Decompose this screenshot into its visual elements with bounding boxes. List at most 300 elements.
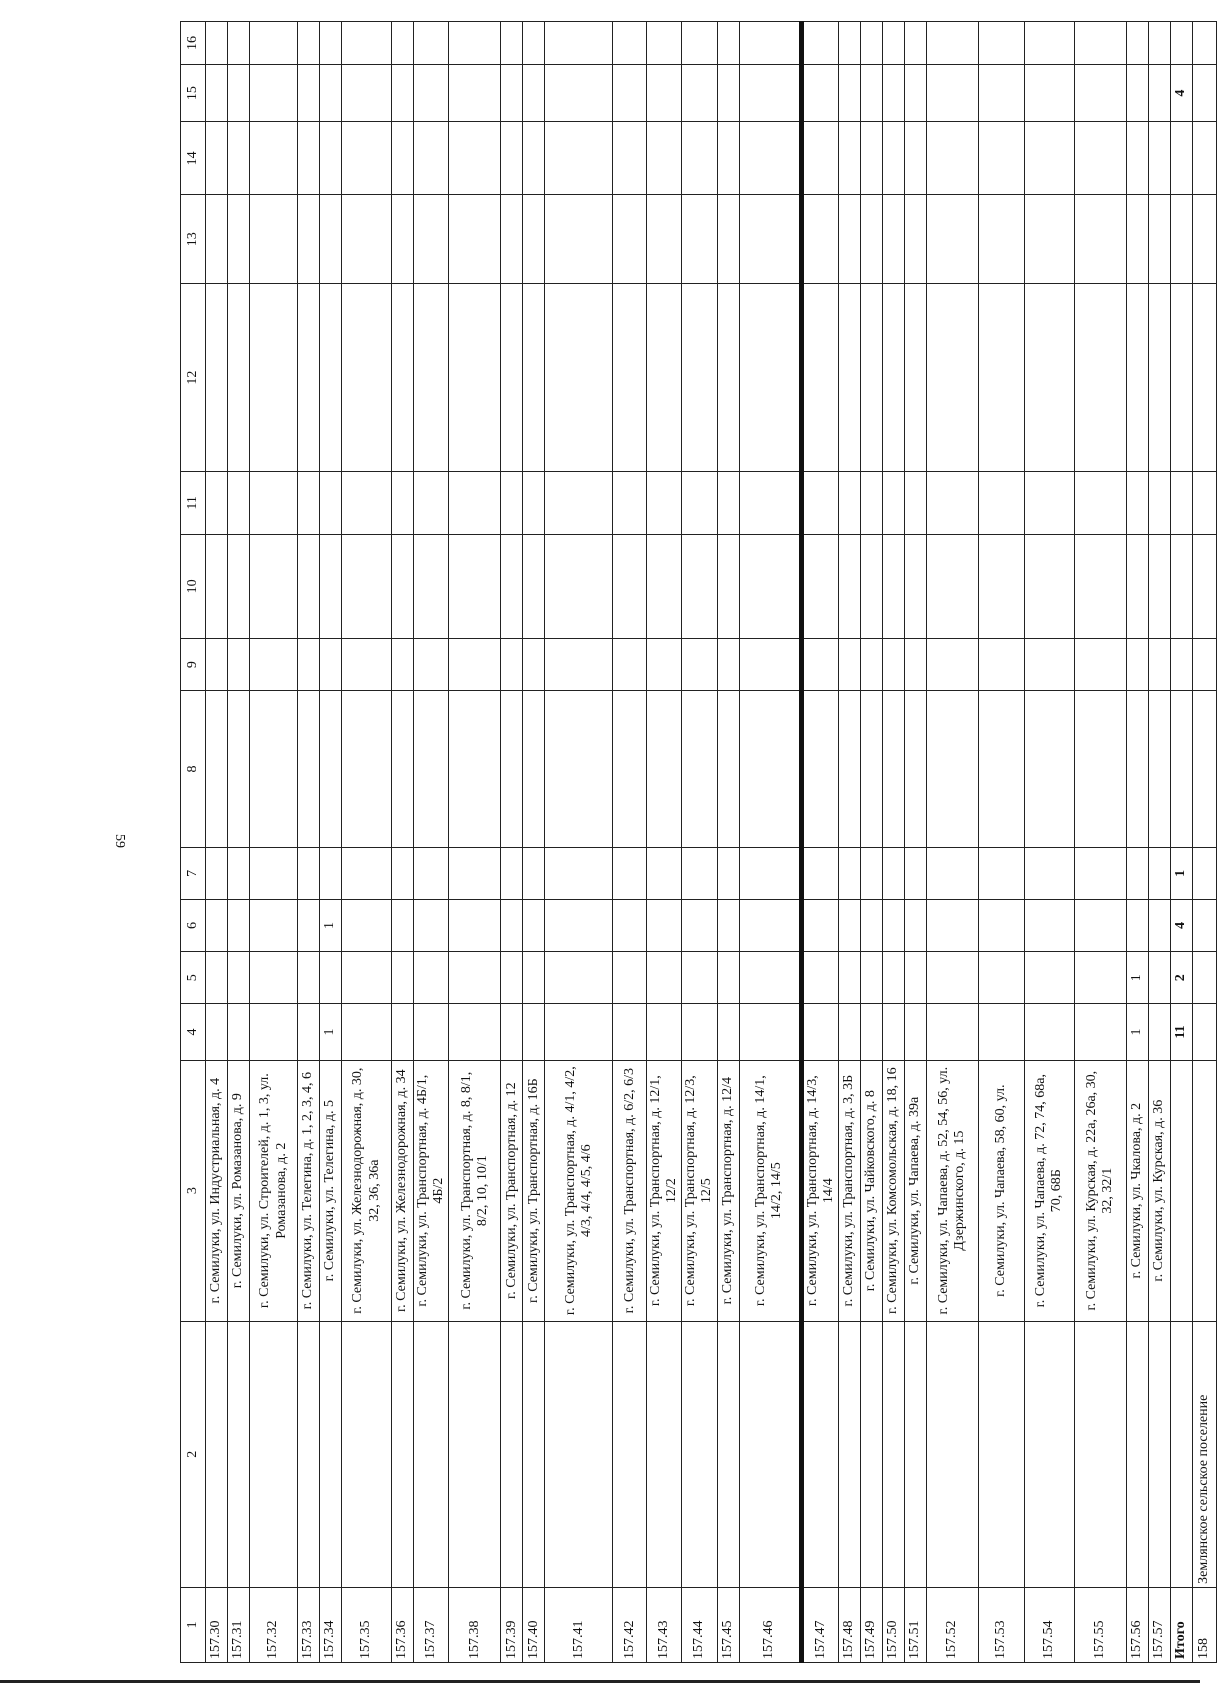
- value-cell: [250, 284, 298, 472]
- table-row: [682, 22, 717, 1663]
- district-cell: [926, 1321, 978, 1587]
- value-cell: [1170, 691, 1192, 848]
- value-cell: [449, 1004, 501, 1060]
- value-cell: [647, 899, 682, 951]
- value-cell: [1074, 195, 1126, 284]
- address-cell: [1192, 1060, 1216, 1321]
- value-cell: [904, 195, 926, 284]
- row-id-cell: 157.56: [1126, 1587, 1148, 1662]
- value-cell: [717, 534, 739, 638]
- value-cell: [978, 1004, 1024, 1060]
- row-id-cell: 157.42: [613, 1587, 647, 1662]
- value-cell: [501, 952, 523, 1004]
- value-cell: [978, 691, 1024, 848]
- value-cell: [449, 639, 501, 691]
- value-cell: [298, 534, 320, 638]
- value-cell: [904, 899, 926, 951]
- table-row: [1074, 22, 1126, 1663]
- value-cell: 1: [1170, 847, 1192, 899]
- value-cell: [250, 534, 298, 638]
- table-row: [414, 22, 449, 1663]
- value-cell: [904, 122, 926, 195]
- value-cell: [298, 639, 320, 691]
- value-cell: [860, 639, 882, 691]
- value-cell: 1: [320, 1004, 342, 1060]
- col-header: 4: [181, 1004, 206, 1060]
- value-cell: [613, 847, 647, 899]
- value-cell: [801, 847, 838, 899]
- value-cell: [682, 64, 717, 121]
- district-cell: [1170, 1321, 1192, 1587]
- value-cell: [926, 952, 978, 1004]
- value-cell: [613, 22, 647, 65]
- col-header: 5: [181, 952, 206, 1004]
- value-cell: [926, 195, 978, 284]
- value-cell: [342, 952, 392, 1004]
- value-cell: [501, 22, 523, 65]
- value-cell: [545, 847, 613, 899]
- district-cell: Землянское сельское поселение: [1192, 1321, 1216, 1587]
- value-cell: [1148, 534, 1170, 638]
- value-cell: [250, 122, 298, 195]
- value-cell: [1148, 952, 1170, 1004]
- value-cell: [860, 847, 882, 899]
- value-cell: [1074, 284, 1126, 472]
- value-cell: [1126, 64, 1148, 121]
- value-cell: [392, 122, 414, 195]
- value-cell: [1024, 64, 1074, 121]
- value-cell: [392, 1004, 414, 1060]
- value-cell: [613, 284, 647, 472]
- value-cell: [613, 639, 647, 691]
- value-cell: [501, 534, 523, 638]
- value-cell: [860, 899, 882, 951]
- value-cell: [250, 64, 298, 121]
- table-row: [1148, 22, 1170, 1663]
- value-cell: [228, 1004, 250, 1060]
- value-cell: 1: [320, 899, 342, 951]
- value-cell: [414, 195, 449, 284]
- value-cell: [682, 22, 717, 65]
- value-cell: [1074, 1004, 1126, 1060]
- address-cell: г. Семилуки, ул. Телегина, д. 1, 2, 3, 4, 6: [298, 1060, 320, 1321]
- value-cell: [545, 122, 613, 195]
- value-cell: [978, 64, 1024, 121]
- value-cell: [904, 1004, 926, 1060]
- address-cell: г. Семилуки, ул. Транспортная, д. 14/3, 14/4: [801, 1060, 838, 1321]
- address-cell: г. Семилуки, ул. Транспортная, д. 12/3, 12/5: [682, 1060, 717, 1321]
- value-cell: [838, 847, 860, 899]
- value-cell: [739, 472, 801, 535]
- value-cell: [501, 691, 523, 848]
- value-cell: [392, 534, 414, 638]
- address-cell: г. Семилуки, ул. Ромазанова, д. 9: [228, 1060, 250, 1321]
- row-id-cell: 158: [1192, 1587, 1216, 1662]
- value-cell: [1024, 847, 1074, 899]
- value-cell: [1074, 64, 1126, 121]
- table-row: [978, 22, 1024, 1663]
- value-cell: [717, 639, 739, 691]
- value-cell: [320, 195, 342, 284]
- value-cell: [860, 64, 882, 121]
- row-id-cell: 157.57: [1148, 1587, 1170, 1662]
- value-cell: [739, 64, 801, 121]
- value-cell: 2: [1170, 952, 1192, 1004]
- value-cell: [717, 472, 739, 535]
- value-cell: [250, 639, 298, 691]
- value-cell: [392, 195, 414, 284]
- value-cell: [682, 847, 717, 899]
- district-cell: [739, 1321, 801, 1587]
- row-id-cell: 157.41: [545, 1587, 613, 1662]
- value-cell: [860, 195, 882, 284]
- table-row: [838, 22, 860, 1663]
- value-cell: [449, 952, 501, 1004]
- value-cell: [717, 691, 739, 848]
- district-cell: [342, 1321, 392, 1587]
- value-cell: [1074, 22, 1126, 65]
- value-cell: [1126, 284, 1148, 472]
- value-cell: [860, 284, 882, 472]
- value-cell: [647, 22, 682, 65]
- district-cell: [882, 1321, 904, 1587]
- row-id-cell: 157.44: [682, 1587, 717, 1662]
- value-cell: [1148, 64, 1170, 121]
- value-cell: [228, 639, 250, 691]
- row-id-cell: 157.53: [978, 1587, 1024, 1662]
- value-cell: [206, 472, 228, 535]
- value-cell: [904, 691, 926, 848]
- table-body: [206, 22, 1217, 1663]
- value-cell: [449, 22, 501, 65]
- rotated-table-container: [180, 21, 1212, 1663]
- value-cell: [206, 1004, 228, 1060]
- value-cell: [682, 691, 717, 848]
- value-cell: [501, 195, 523, 284]
- value-cell: [342, 284, 392, 472]
- value-cell: [717, 899, 739, 951]
- col-header: 11: [181, 472, 206, 535]
- address-cell: г. Семилуки, ул. Чкалова, д. 2: [1126, 1060, 1148, 1321]
- value-cell: [320, 122, 342, 195]
- value-cell: [739, 847, 801, 899]
- value-cell: [545, 639, 613, 691]
- value-cell: [342, 639, 392, 691]
- value-cell: [838, 195, 860, 284]
- value-cell: [1024, 691, 1074, 848]
- table-row: [523, 22, 545, 1663]
- address-cell: г. Семилуки, ул. Транспортная, д. 6/2, 6/3: [613, 1060, 647, 1321]
- value-cell: [838, 1004, 860, 1060]
- value-cell: [647, 952, 682, 1004]
- value-cell: [449, 284, 501, 472]
- value-cell: [978, 639, 1024, 691]
- value-cell: [978, 899, 1024, 951]
- value-cell: [1126, 122, 1148, 195]
- row-id-cell: 157.36: [392, 1587, 414, 1662]
- value-cell: [926, 284, 978, 472]
- address-cell: г. Семилуки, ул. Строителей, д. 1, 3, ул. Ромазанова, д. 2: [250, 1060, 298, 1321]
- address-cell: г. Семилуки, ул. Железнодорожная, д. 30, 32, 36, 36а: [342, 1060, 392, 1321]
- value-cell: [250, 691, 298, 848]
- value-cell: [1126, 847, 1148, 899]
- value-cell: [414, 534, 449, 638]
- value-cell: [392, 847, 414, 899]
- address-cell: г. Семилуки, ул. Транспортная, д. 14/1, 14/2, 14/5: [739, 1060, 801, 1321]
- value-cell: [545, 691, 613, 848]
- data-table: [180, 21, 1217, 1663]
- value-cell: [1192, 847, 1216, 899]
- value-cell: [1148, 847, 1170, 899]
- row-id-cell: 157.30: [206, 1587, 228, 1662]
- value-cell: [682, 899, 717, 951]
- value-cell: [739, 534, 801, 638]
- value-cell: [206, 122, 228, 195]
- value-cell: [342, 195, 392, 284]
- row-id-cell: 157.47: [801, 1587, 838, 1662]
- value-cell: [298, 195, 320, 284]
- value-cell: [613, 899, 647, 951]
- value-cell: [739, 639, 801, 691]
- district-cell: [904, 1321, 926, 1587]
- district-cell: [545, 1321, 613, 1587]
- value-cell: [414, 847, 449, 899]
- value-cell: [647, 64, 682, 121]
- value-cell: [978, 122, 1024, 195]
- value-cell: [1148, 639, 1170, 691]
- district-cell: [801, 1321, 838, 1587]
- value-cell: [250, 899, 298, 951]
- value-cell: [414, 639, 449, 691]
- value-cell: [523, 639, 545, 691]
- value-cell: [1148, 1004, 1170, 1060]
- district-cell: [978, 1321, 1024, 1587]
- value-cell: [206, 639, 228, 691]
- value-cell: [647, 534, 682, 638]
- table-row: [545, 22, 613, 1663]
- value-cell: [414, 22, 449, 65]
- value-cell: [414, 284, 449, 472]
- address-cell: г. Семилуки, ул. Транспортная, д. 16Б: [523, 1060, 545, 1321]
- value-cell: [978, 952, 1024, 1004]
- row-id-cell: 157.34: [320, 1587, 342, 1662]
- value-cell: [501, 899, 523, 951]
- row-id-cell: 157.43: [647, 1587, 682, 1662]
- value-cell: [342, 534, 392, 638]
- value-cell: [1126, 22, 1148, 65]
- value-cell: [501, 847, 523, 899]
- district-cell: [320, 1321, 342, 1587]
- table-row: [501, 22, 523, 1663]
- value-cell: [682, 639, 717, 691]
- row-id-cell: 157.38: [449, 1587, 501, 1662]
- value-cell: [926, 472, 978, 535]
- value-cell: [860, 122, 882, 195]
- value-cell: [801, 22, 838, 65]
- district-cell: [449, 1321, 501, 1587]
- value-cell: [1126, 195, 1148, 284]
- col-header: 14: [181, 122, 206, 195]
- value-cell: [717, 195, 739, 284]
- value-cell: [739, 22, 801, 65]
- table-row: [320, 22, 342, 1663]
- value-cell: [904, 952, 926, 1004]
- value-cell: [298, 22, 320, 65]
- value-cell: [904, 534, 926, 638]
- value-cell: [1170, 284, 1192, 472]
- value-cell: [1170, 22, 1192, 65]
- value-cell: [1024, 534, 1074, 638]
- value-cell: [682, 284, 717, 472]
- value-cell: [717, 64, 739, 121]
- value-cell: [1074, 639, 1126, 691]
- value-cell: [545, 284, 613, 472]
- value-cell: [414, 64, 449, 121]
- district-cell: [613, 1321, 647, 1587]
- value-cell: [717, 952, 739, 1004]
- value-cell: [801, 952, 838, 1004]
- value-cell: [682, 195, 717, 284]
- value-cell: [228, 899, 250, 951]
- col-header: 6: [181, 899, 206, 951]
- table-row: [1126, 22, 1148, 1663]
- value-cell: [860, 22, 882, 65]
- value-cell: [838, 899, 860, 951]
- value-cell: [523, 284, 545, 472]
- value-cell: [838, 472, 860, 535]
- district-cell: [647, 1321, 682, 1587]
- row-id-cell: 157.52: [926, 1587, 978, 1662]
- value-cell: [228, 122, 250, 195]
- value-cell: [228, 284, 250, 472]
- value-cell: [682, 472, 717, 535]
- value-cell: [1192, 639, 1216, 691]
- value-cell: [342, 22, 392, 65]
- col-header: 15: [181, 64, 206, 121]
- value-cell: [1148, 122, 1170, 195]
- district-cell: [250, 1321, 298, 1587]
- table-row: [342, 22, 392, 1663]
- value-cell: [449, 472, 501, 535]
- value-cell: [1192, 284, 1216, 472]
- value-cell: [545, 952, 613, 1004]
- col-header: 2: [181, 1321, 206, 1587]
- value-cell: [647, 472, 682, 535]
- address-cell: г. Семилуки, ул. Курская, д. 36: [1148, 1060, 1170, 1321]
- col-header: 13: [181, 195, 206, 284]
- value-cell: [392, 472, 414, 535]
- address-cell: г. Семилуки, ул. Транспортная, д. 12/4: [717, 1060, 739, 1321]
- value-cell: [320, 284, 342, 472]
- value-cell: [1192, 22, 1216, 65]
- value-cell: [228, 691, 250, 848]
- value-cell: [523, 1004, 545, 1060]
- table-row: [1024, 22, 1074, 1663]
- value-cell: [206, 847, 228, 899]
- value-cell: [298, 899, 320, 951]
- value-cell: 4: [1170, 899, 1192, 951]
- value-cell: [206, 284, 228, 472]
- value-cell: [298, 1004, 320, 1060]
- address-cell: г. Семилуки, ул. Телегина, д. 5: [320, 1060, 342, 1321]
- value-cell: [1148, 899, 1170, 951]
- value-cell: [1074, 952, 1126, 1004]
- row-id-cell: 157.45: [717, 1587, 739, 1662]
- value-cell: [1192, 122, 1216, 195]
- value-cell: [1170, 639, 1192, 691]
- value-cell: [228, 534, 250, 638]
- value-cell: [904, 639, 926, 691]
- value-cell: [414, 691, 449, 848]
- value-cell: [860, 691, 882, 848]
- value-cell: [523, 22, 545, 65]
- value-cell: [978, 195, 1024, 284]
- value-cell: [320, 691, 342, 848]
- row-id-cell: 157.31: [228, 1587, 250, 1662]
- value-cell: [801, 472, 838, 535]
- value-cell: [320, 472, 342, 535]
- col-header: 12: [181, 284, 206, 472]
- district-cell: [1126, 1321, 1148, 1587]
- value-cell: [1074, 691, 1126, 848]
- value-cell: [739, 952, 801, 1004]
- value-cell: [838, 284, 860, 472]
- value-cell: [647, 639, 682, 691]
- value-cell: [342, 472, 392, 535]
- value-cell: [449, 691, 501, 848]
- value-cell: [320, 534, 342, 638]
- value-cell: [1074, 122, 1126, 195]
- value-cell: [978, 284, 1024, 472]
- value-cell: [250, 22, 298, 65]
- value-cell: [1024, 22, 1074, 65]
- value-cell: [647, 1004, 682, 1060]
- value-cell: [882, 639, 904, 691]
- value-cell: [682, 534, 717, 638]
- header-row: [181, 22, 206, 1663]
- value-cell: [342, 64, 392, 121]
- value-cell: [1192, 64, 1216, 121]
- row-id-cell: 157.39: [501, 1587, 523, 1662]
- table-row: [298, 22, 320, 1663]
- address-cell: г. Семилуки, ул. Курская, д. 22а, 26а, 30, 32, 32/1: [1074, 1060, 1126, 1321]
- value-cell: [250, 195, 298, 284]
- value-cell: [545, 534, 613, 638]
- address-cell: г. Семилуки, ул. Чапаева, д. 52, 54, 56, ул. Дзержинского, д. 15: [926, 1060, 978, 1321]
- address-cell: г. Семилуки, ул. Транспортная, д. 12/1, 12/2: [647, 1060, 682, 1321]
- table-row: [717, 22, 739, 1663]
- value-cell: [978, 472, 1024, 535]
- value-cell: [682, 1004, 717, 1060]
- district-cell: [206, 1321, 228, 1587]
- value-cell: [342, 899, 392, 951]
- value-cell: [523, 472, 545, 535]
- value-cell: [523, 952, 545, 1004]
- table-row: [882, 22, 904, 1663]
- value-cell: [523, 691, 545, 848]
- value-cell: [1192, 691, 1216, 848]
- col-header: 10: [181, 534, 206, 638]
- value-cell: [926, 847, 978, 899]
- value-cell: [613, 64, 647, 121]
- row-id-cell: Итого: [1170, 1587, 1192, 1662]
- address-cell: [1170, 1060, 1192, 1321]
- value-cell: [206, 899, 228, 951]
- table-row: [801, 22, 838, 1663]
- col-header: 1: [181, 1587, 206, 1662]
- row-id-cell: 157.33: [298, 1587, 320, 1662]
- value-cell: [978, 534, 1024, 638]
